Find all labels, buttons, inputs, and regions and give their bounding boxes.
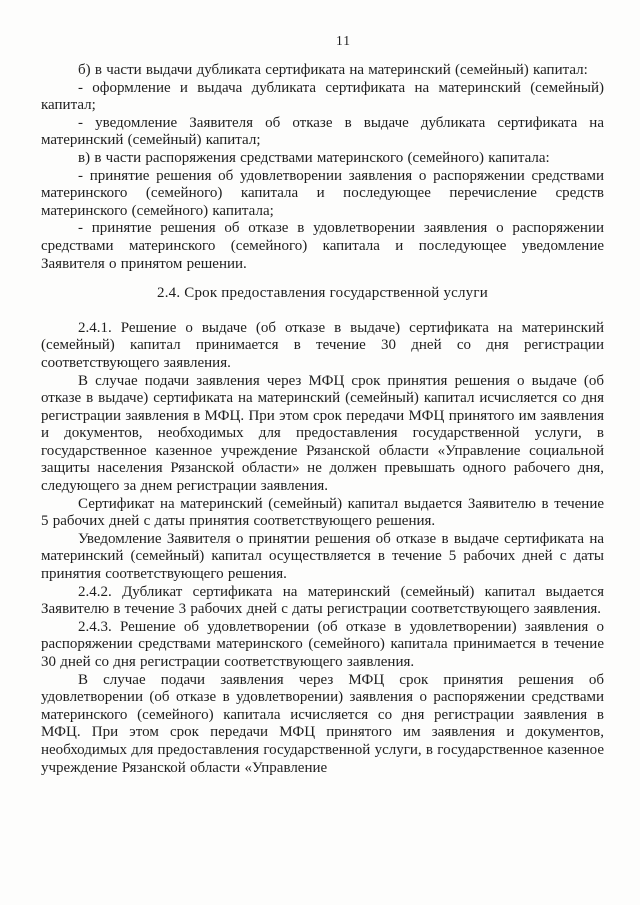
intro-paragraph: - принятие решения об отказе в удовлетворении заявления о распоряжении средствами материнского (семейного) капитала и последующее уведомление Заявителя о принятом решении. [41,220,604,272]
page-number: 11 [336,33,351,48]
section-paragraph: В случае подачи заявления через МФЦ срок принятия решения об удовлетворении (об отказе в удовлетворении) заявления о распоряжении средствами материнского (семейного) капитала исчисляется со дня регистрации заявления в МФЦ. При этом срок передачи МФЦ принятого им заявления и документов, необходимых для предоставления государственной услуги, в государственное казенное учреждение Рязанской области «Управление [41,671,604,776]
intro-paragraph: - уведомление Заявителя об отказе в выдаче дубликата сертификата на материнский (семейный) капитал; [41,114,604,149]
section-heading: 2.4. Срок предоставления государственной услуги [157,285,488,302]
section-paragraph: 2.4.3. Решение об удовлетворении (об отказе в удовлетворении) заявления о распоряжении средствами материнского (семейного) капитала принимается в течение 30 дней со дня регистрации соответствующего заявления. [41,618,604,670]
intro-paragraph: в) в части распоряжения средствами материнского (семейного) капитала: [78,149,550,166]
section-paragraph: 2.4.2. Дубликат сертификата на материнский (семейный) капитал выдается Заявителю в течение 3 рабочих дней с даты регистрации соответствующего заявления. [41,583,604,618]
section-paragraph: Уведомление Заявителя о принятии решения об отказе в выдаче сертификата на материнский (семейный) капитал осуществляется в течение 5 рабочих дней с даты принятия соответствующего решения. [41,530,604,583]
section-paragraph: 2.4.1. Решение о выдаче (об отказе в выдаче) сертификата на материнский (семейный) капитал принимается в течение 30 дней со дня регистрации соответствующего заявления. [41,319,604,371]
section-paragraph: Сертификат на материнский (семейный) капитал выдается Заявителю в течение 5 рабочих дней с даты принятия соответствующего решения. [41,495,604,530]
intro-paragraph: б) в части выдачи дубликата сертификата на материнский (семейный) капитал: [78,62,588,78]
intro-paragraph: - принятие решения об удовлетворении заявления о распоряжении средствами материнского (семейного) капитала и последующее перечисление средств материнского (семейного) капитала; [41,167,604,219]
intro-paragraph: - оформление и выдача дубликата сертификата на материнский (семейный) капитал; [41,79,604,114]
section-paragraph: В случае подачи заявления через МФЦ срок принятия решения о выдаче (об отказе в выдаче) сертификата на материнский (семейный) капитал исчисляется со дня регистрации заявления в МФЦ. При этом срок передачи МФЦ принятого им заявления и документов, необходимых для предоставления государственной услуги, в государственное казенное учреждение Рязанской области «Управление социальной защиты населения Рязанской области» не должен превышать одного рабочего дня, следующего за днем регистрации заявления. [41,372,604,495]
